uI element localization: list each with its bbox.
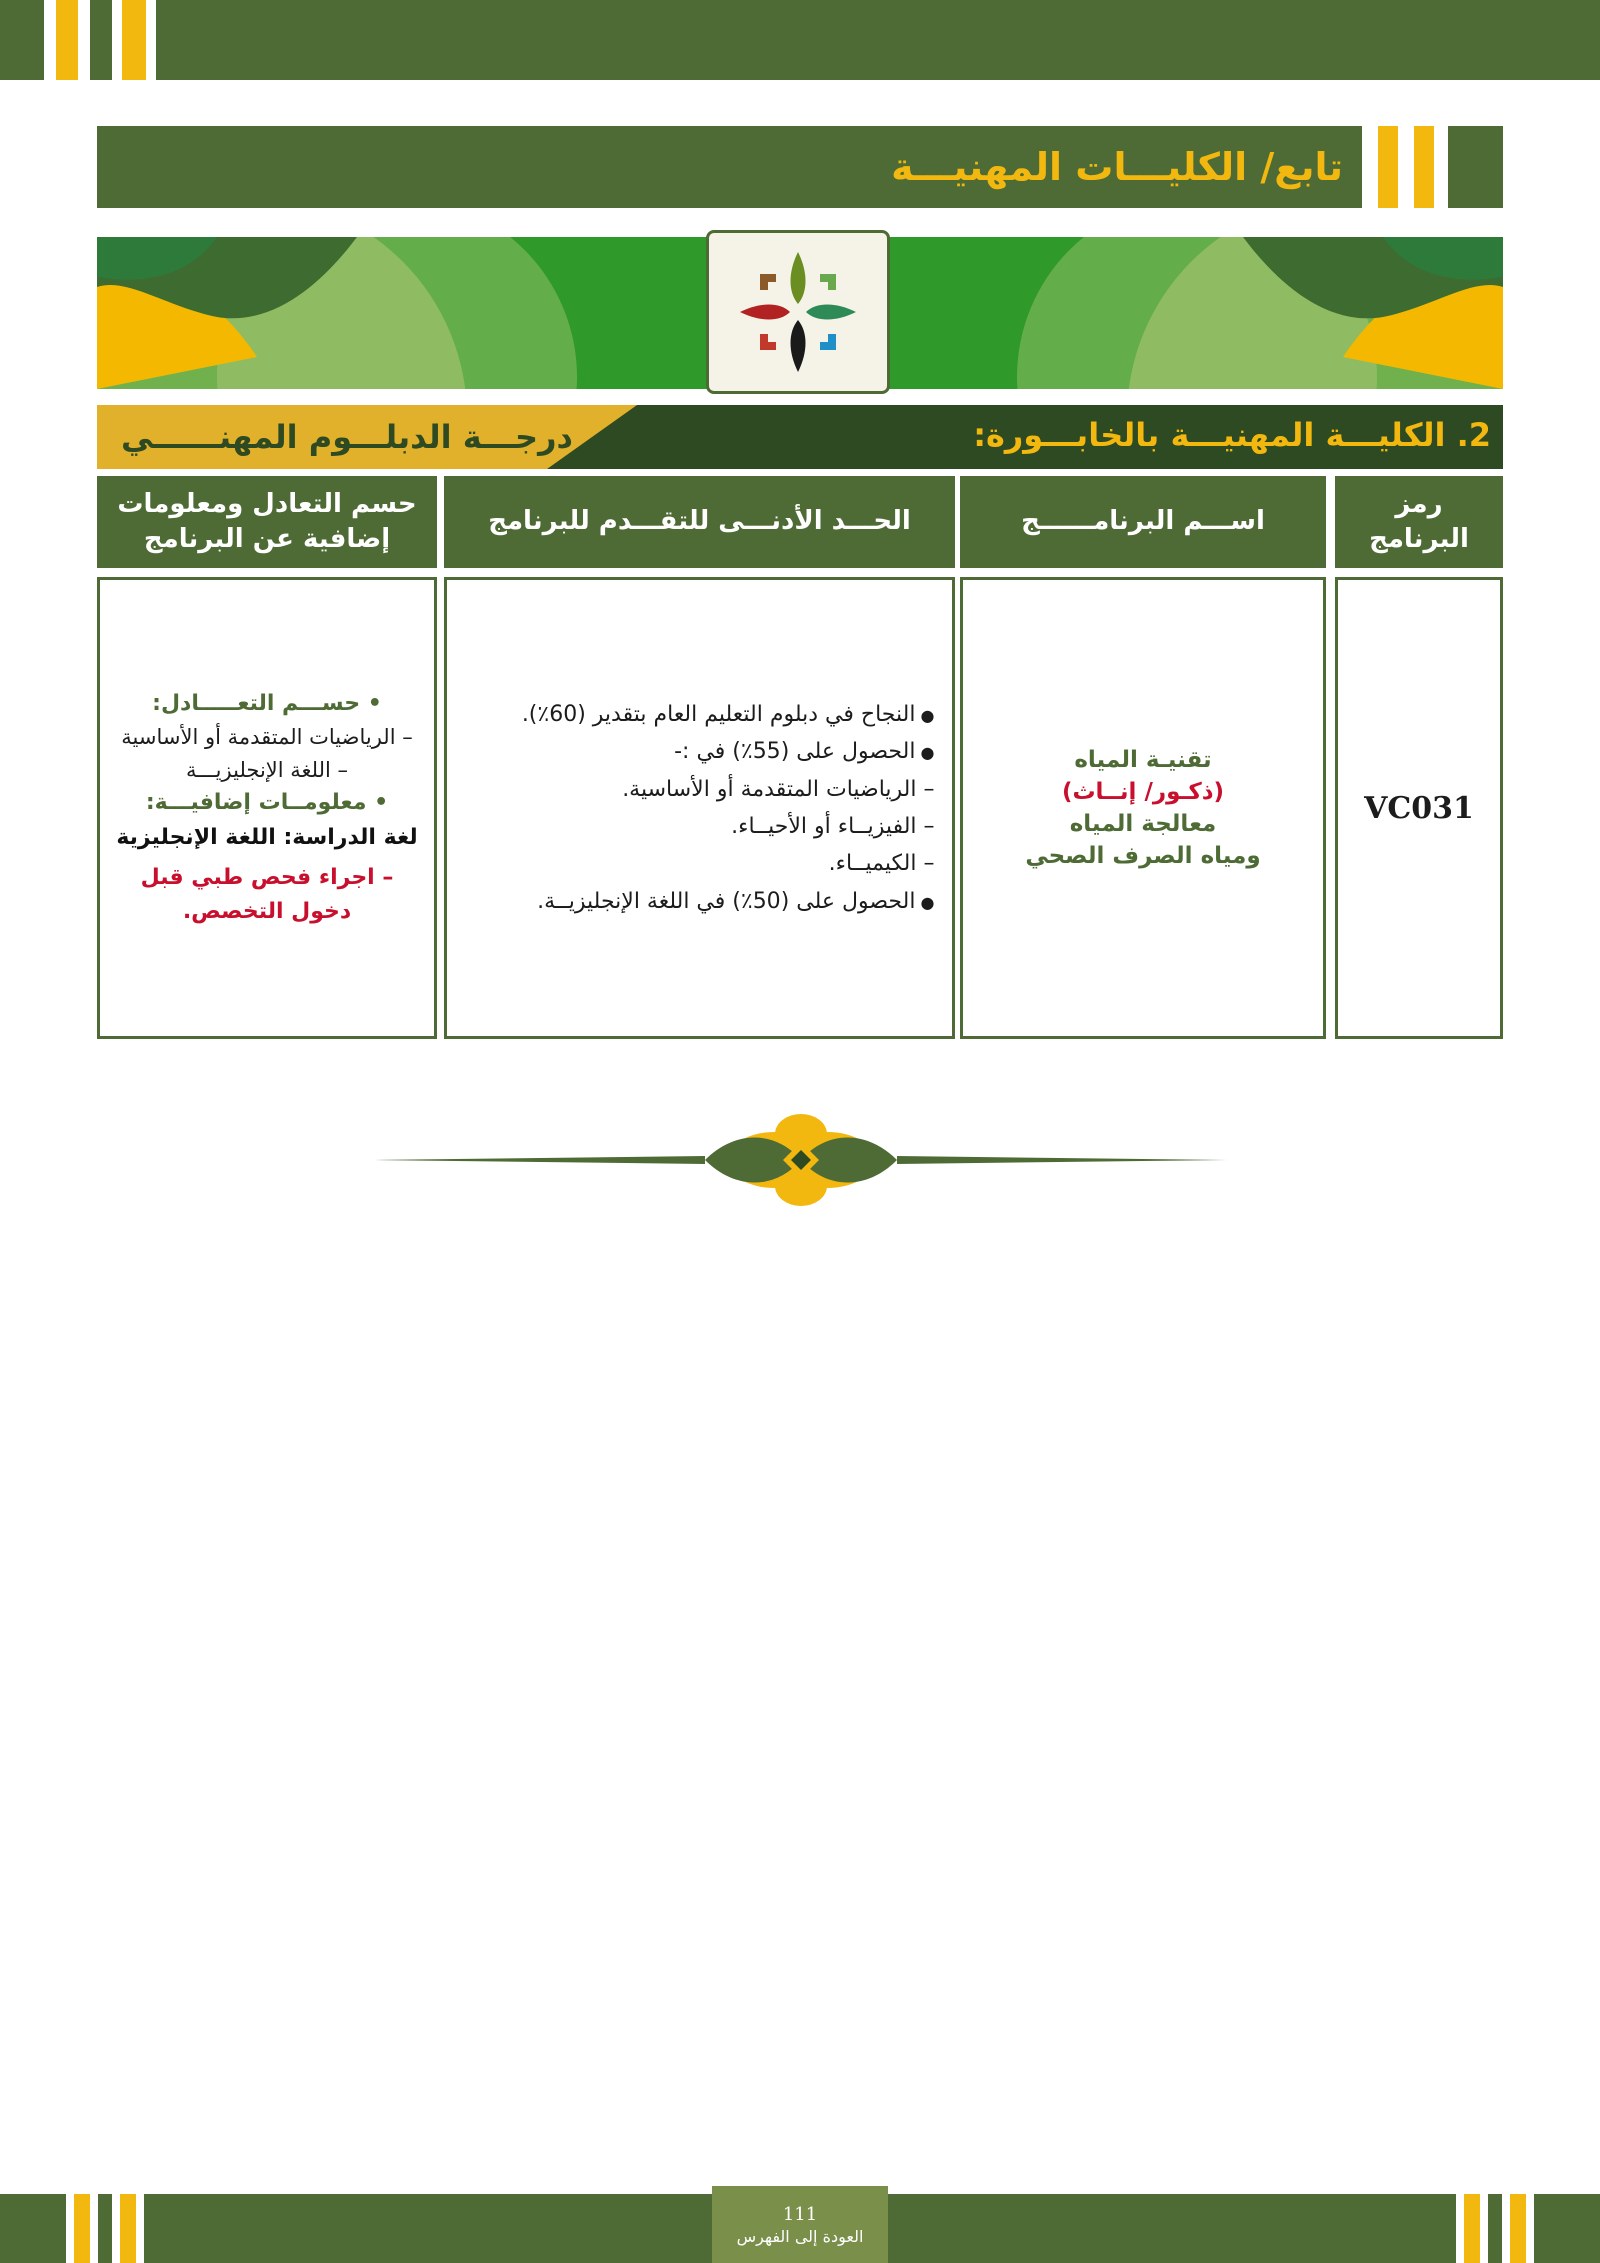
requirement-item: ● النجاح في دبلوم التعليم العام بتقدير (60٪).: [465, 696, 935, 733]
program-name-line1: تقنيـة المياه: [1074, 746, 1212, 773]
header-equivalency-line2: إضافية عن البرنامج: [143, 524, 391, 554]
header-program-name: اســـم البرنامــــــج: [960, 476, 1326, 568]
equivalency-heading: • حســـم التعـــــادل:: [152, 691, 382, 717]
ornament-divider-icon: [375, 1110, 1227, 1210]
cell-equivalency-info: [97, 577, 437, 1039]
program-name-line3: معالجة المياه: [1069, 811, 1217, 837]
header-equivalency-line1: حسم التعادل ومعلومات: [117, 488, 417, 519]
top-bar: [0, 0, 1600, 80]
requirement-item: ● الحصول على (50٪) في اللغة الإنجليزيــة.: [465, 883, 935, 920]
header-minimum-requirements: الحـــد الأدنـــى للتقـــدم للبرنامج: [444, 476, 955, 568]
page-footer-box[interactable]: [712, 2186, 888, 2263]
cell-program-name: [960, 577, 1326, 1039]
equivalency-item: – اللغة الإنجليزيـــة: [185, 757, 349, 782]
requirement-item: – الكيميــاء.: [828, 851, 935, 877]
header-program-code: رمز البرنامج: [1335, 476, 1503, 568]
program-name-line4: ومياه الصرف الصحي: [1025, 843, 1261, 870]
additional-info-heading: • معلومــات إضافيـــة:: [145, 790, 389, 816]
page-title: تابع/ الكليـــات المهنيـــة: [891, 145, 1343, 189]
requirement-item: ● الحصول على (55٪) في :-: [465, 733, 935, 770]
equivalency-item: – الرياضيات المتقدمة أو الأساسية: [121, 725, 413, 750]
page-title-band: [97, 126, 1503, 208]
section-header: [97, 405, 1503, 469]
cell-program-code: [1335, 577, 1503, 1039]
program-code: VC031: [1364, 790, 1474, 826]
cell-minimum-requirements: [444, 577, 955, 1039]
page-number: 111: [782, 2204, 818, 2225]
requirement-item: – الفيزيــاء أو الأحيــاء.: [731, 814, 935, 839]
logo-box: [706, 230, 890, 394]
requirements-list: [465, 696, 935, 920]
degree-title: درجـــة الدبلـــوم المهنــــــي: [121, 418, 573, 456]
section-title: 2. الكليـــة المهنيـــة بالخابـــورة:: [973, 416, 1491, 454]
institution-logo-icon: [709, 233, 887, 391]
medical-check-line2: دخول التخصص.: [182, 898, 352, 924]
medical-check-line1: – اجراء فحص طبي قبل: [140, 864, 394, 890]
header-equivalency-info: [97, 476, 437, 568]
back-to-index-link[interactable]: العودة إلى الفهرس: [736, 2227, 864, 2246]
requirement-item: – الرياضيات المتقدمة أو الأساسية.: [622, 776, 935, 802]
equivalency-info: [107, 687, 427, 929]
program-name: [1025, 744, 1260, 873]
program-gender: (ذكـور/ إنــاث): [1061, 778, 1225, 805]
study-language: لغة الدراسة: اللغة الإنجليزية: [116, 824, 418, 850]
